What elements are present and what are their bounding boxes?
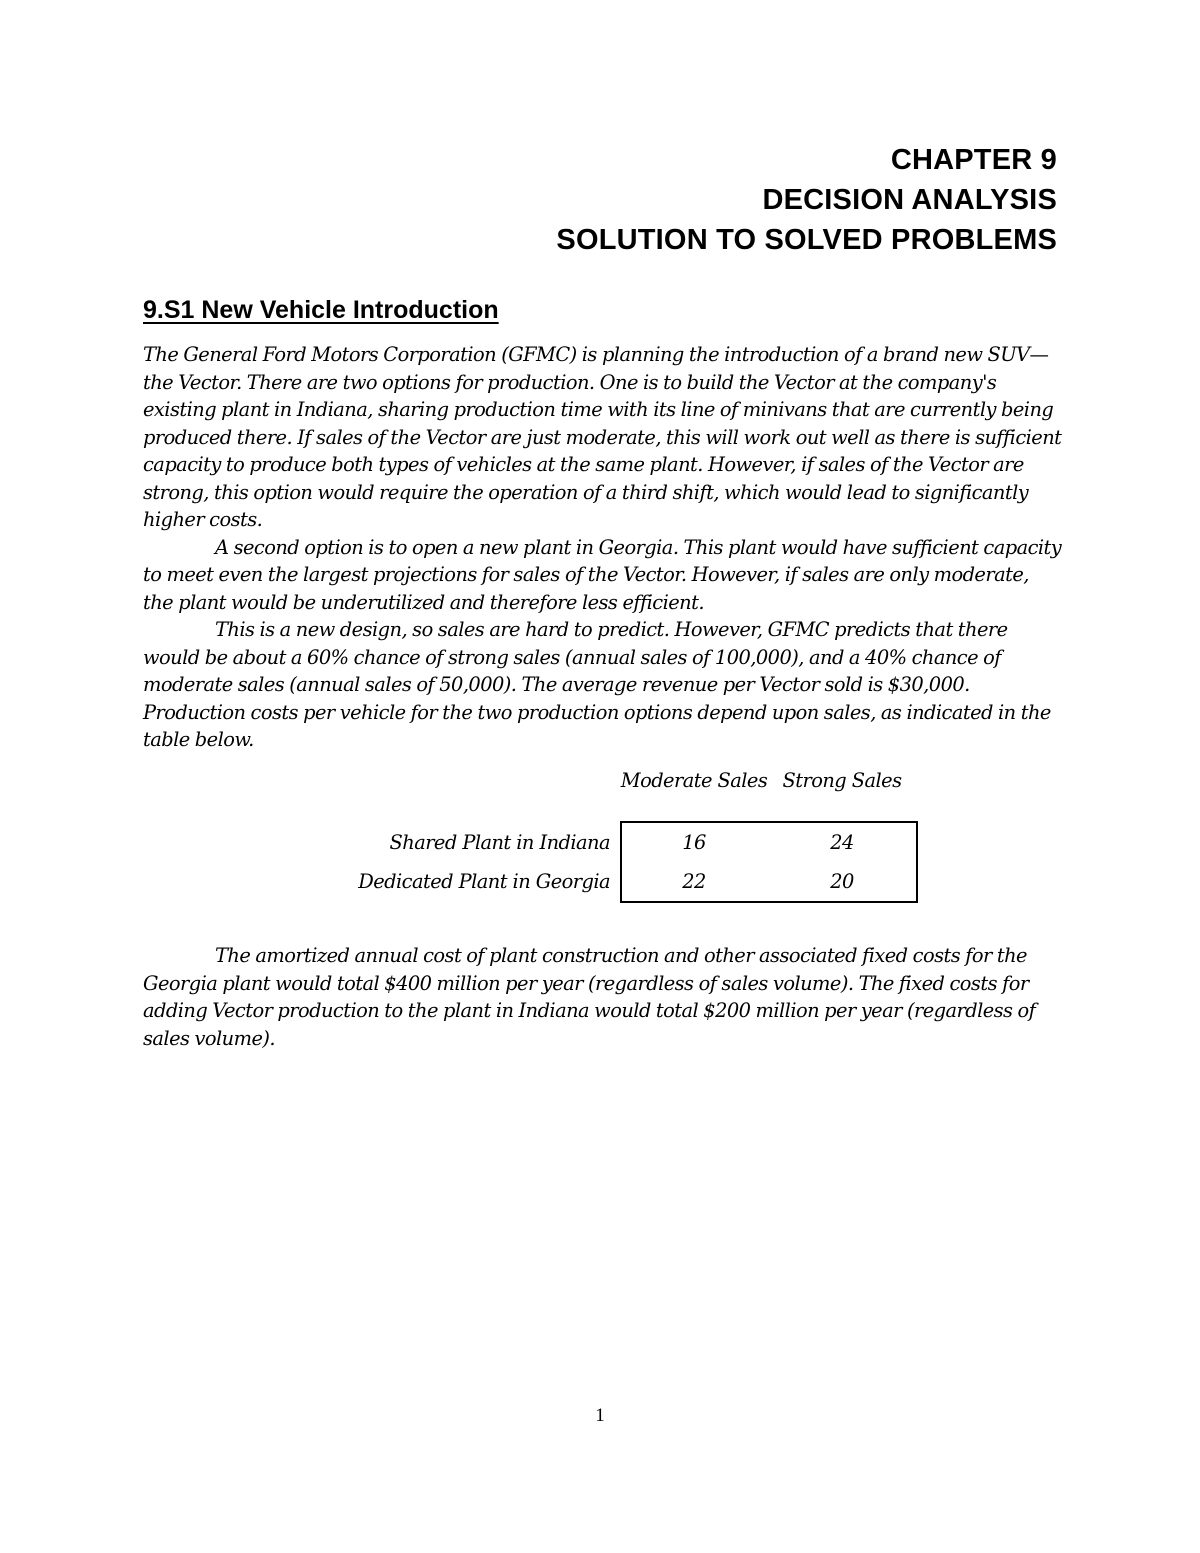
paragraph: A second option is to open a new plant in Georgia. This plant would have sufficient capacity to meet even the largest projections for sales of the Vector. However, if sales are only moderate, the plant would be underutilized and therefore less efficient. [143, 535, 1062, 614]
chapter-number: CHAPTER 9 [890, 144, 1057, 176]
column-header-strong-sales: Strong Sales [782, 769, 902, 792]
table-border [620, 821, 918, 903]
row-label-georgia: Dedicated Plant in Georgia [358, 870, 610, 893]
paragraph: This is a new design, so sales are hard to predict. However, GFMC predicts that there would be about a 60% chance of strong sales (annual sales of 100,000), and a 40% chance of moderate sales (annual sales of 50,000). The average revenue per Vector sold is $30,000. Production costs per vehicle for the two production options depend upon sales, as indicated in the table below. [143, 618, 1051, 751]
intro-text [143, 341, 1063, 754]
table-cell: 20 [830, 870, 854, 893]
paragraph: The General Ford Motors Corporation (GFMC) is planning the introduction of a brand new SUV—the Vector. There are two options for production. One is to build the Vector at the company's existing plant in Indiana, sharing production time with its line of minivans that are currently being produced there. If sales of the Vector are just moderate, this will work out well as there is sufficient capacity to produce both types of vehicles at the same plant. However, if sales of the Vector are strong, this option would require the operation of a third shift, which would lead to significantly higher costs. [143, 343, 1062, 531]
chapter-title: DECISION ANALYSIS [762, 184, 1057, 216]
table-cell: 16 [682, 831, 706, 854]
paragraph: The amortized annual cost of plant construction and other associated fixed costs for the Georgia plant would total $400 million per year (regardless of sales volume). The fixed costs for adding Vector production to the plant in Indiana would total $200 million per year (regardless of sales volume). [143, 944, 1036, 1050]
chapter-subtitle: SOLUTION TO SOLVED PROBLEMS [556, 224, 1057, 256]
closing-text [143, 942, 1063, 1052]
table-cell: 22 [682, 870, 706, 893]
section-title: 9.S1 New Vehicle Introduction [143, 296, 499, 324]
page-number: 1 [595, 1405, 605, 1426]
chapter-header [556, 140, 1057, 260]
row-label-indiana: Shared Plant in Indiana [389, 831, 610, 854]
column-header-moderate-sales: Moderate Sales [620, 769, 768, 792]
table-cell: 24 [830, 831, 854, 854]
